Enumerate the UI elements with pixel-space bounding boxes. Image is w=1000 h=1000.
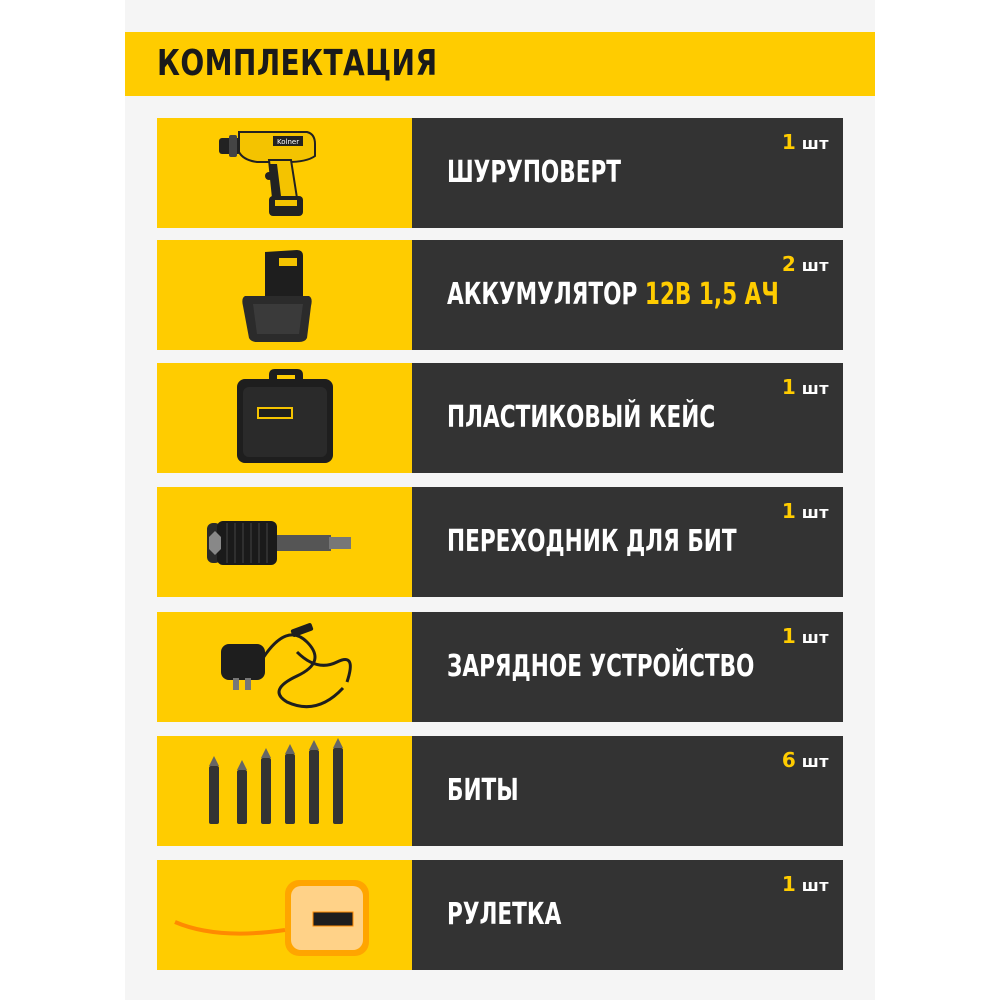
item-label: АККУМУЛЯТОР 12В 1,5 АЧ xyxy=(447,277,779,312)
item-label-box xyxy=(412,118,843,228)
item-image-box xyxy=(157,487,412,597)
list-item xyxy=(157,363,843,473)
list-item xyxy=(157,118,843,228)
item-label: ШУРУПОВЕРТ xyxy=(447,155,622,190)
item-label-box xyxy=(412,487,843,597)
item-label: РУЛЕТКА xyxy=(447,897,562,932)
item-label-box xyxy=(412,612,843,722)
item-quantity: 1 шт xyxy=(781,872,829,896)
header-bar xyxy=(125,32,875,96)
list-item xyxy=(157,487,843,597)
item-image-box xyxy=(157,363,412,473)
list-item xyxy=(157,736,843,846)
battery-icon xyxy=(157,240,412,350)
drill-icon xyxy=(157,118,412,228)
list-item xyxy=(157,612,843,722)
item-label: ПЕРЕХОДНИК ДЛЯ БИТ xyxy=(447,524,737,559)
charger-icon xyxy=(157,612,412,722)
bits-icon xyxy=(157,736,412,846)
item-quantity: 1 шт xyxy=(781,499,829,523)
item-image-box xyxy=(157,240,412,350)
item-image-box xyxy=(157,736,412,846)
item-quantity: 1 шт xyxy=(781,375,829,399)
item-image-box xyxy=(157,860,412,970)
item-quantity: 2 шт xyxy=(781,252,829,276)
item-label: ЗАРЯДНОЕ УСТРОЙСТВО xyxy=(447,649,755,684)
bit-adapter-icon xyxy=(157,487,412,597)
item-label-box xyxy=(412,736,843,846)
page-title: КОМПЛЕКТАЦИЯ xyxy=(157,43,438,84)
list-item xyxy=(157,240,843,350)
item-quantity: 6 шт xyxy=(781,748,829,772)
item-label-box xyxy=(412,240,843,350)
item-label: ПЛАСТИКОВЫЙ КЕЙС xyxy=(447,400,716,435)
item-label-box xyxy=(412,860,843,970)
brand-logo-text: Kolner xyxy=(277,138,300,146)
tape-measure-icon xyxy=(157,860,412,970)
item-quantity: 1 шт xyxy=(781,130,829,154)
case-icon xyxy=(157,363,412,473)
item-label: БИТЫ xyxy=(447,773,519,808)
item-image-box xyxy=(157,612,412,722)
item-label-box xyxy=(412,363,843,473)
list-item xyxy=(157,860,843,970)
item-image-box xyxy=(157,118,412,228)
item-quantity: 1 шт xyxy=(781,624,829,648)
